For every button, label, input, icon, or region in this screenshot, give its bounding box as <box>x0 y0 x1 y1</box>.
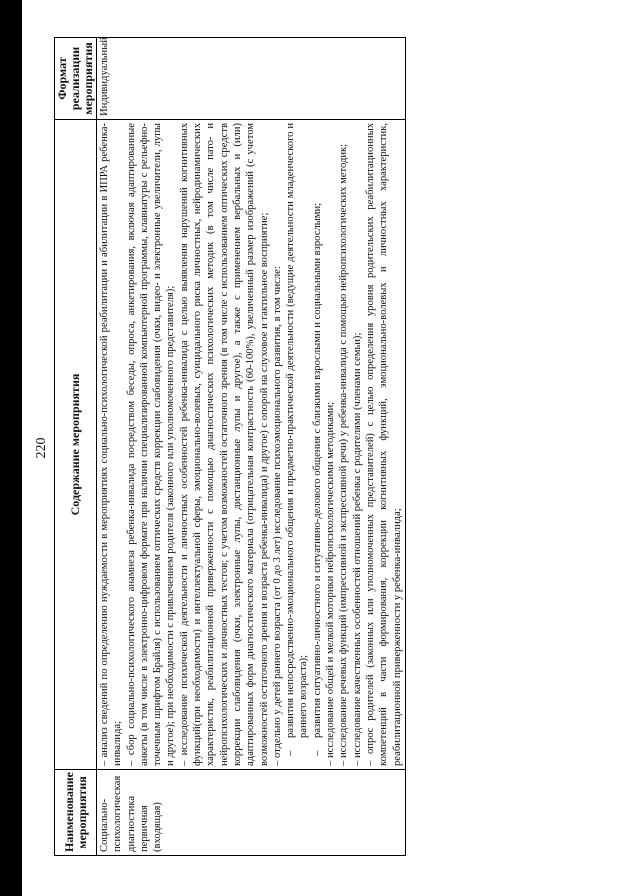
table-header-row <box>55 38 97 856</box>
content-sublist <box>284 123 324 766</box>
content-item: – исследование речевых функций (импрессивной и экспрессивной речи) у ребенка-инвалида с помощью нейропсихологических методик; <box>338 143 350 766</box>
scan-border <box>0 0 22 896</box>
header-name: Наименование мероприятия <box>55 770 97 856</box>
content-item: – исследование общей и мелкой моторики нейропсихологическими методиками; <box>325 401 337 766</box>
activity-format: Индивидуальный <box>97 38 406 120</box>
content-item: – исследование качественных особенностей отношений ребенка с родителями (членами семьи); <box>351 332 363 766</box>
activity-content <box>97 120 406 770</box>
content-item: – сбор социально-психологического анамнеза ребенка-инвалида посредством беседы, опроса, анкетирования, включая адаптированные анкеты (в том числе в электронно-цифровом формате при наличии специализированной компьютерной программы, клавиатуры с рельефно-точечным шрифтом Брайля) с использованием оптических средств коррекции слабовидения (очки, видео- и электронные увеличители, лупы и другое); при необходимости с привлечением родителя (законного или уполномоченного представителя); <box>125 123 177 766</box>
header-content: Содержание мероприятия <box>55 120 97 770</box>
rotated-page <box>30 20 640 876</box>
content-item: – исследование психической деятельности и личностных особенностей ребенка-инвалида с целью выявления нарушений когнитивных функций(при необходимости) и интеллектуальной сферы, эмоционально-волевых, суицидального риска личностных, нейродинамических характеристик, реабилитационной приверженности с помощью диагностических психологических методик (в том числе пато- и нейропсихологических и личностных тестов; с учетом возможностей остаточного зрения (в том числе с использованием оптических средств коррекции слабовидения (очки, электронные лупы, дистанционные лупы и другое), а также с применением вербальных и (или) адаптированных форм диагностического материала (отрицательная контрастность (60-100%), увеличенный размер изображений (с учетом возможностей остаточного зрения и возраста ребенка-инвалида) и другое) с опорой на слуховое и тактильное восприятие; <box>178 123 270 766</box>
content-subitem: – развития непосредственно-эмоционального общения и предметно-практической деятельности (ведущие деятельности младенческого и раннего возраста); <box>284 123 311 738</box>
page-number: 220 <box>34 437 49 459</box>
content-item: – опрос родителей (законных или уполномоченных представителей) с целью определения уровня родительских реабилитационных компетенций в части формирования, коррекции когнитивных функций, эмоционально-волевых и личностных характеристик, реабилитационной приверженности у ребенка-инвалида; <box>364 123 403 766</box>
content-item: – отдельно у детей раннего возраста (от 0 до 3 лет) исследование психоэмоционального развития, в том числе: <box>271 266 283 766</box>
activity-name: Социально-психологическая диагностика первичная (входящая) <box>97 770 406 856</box>
header-format: Формат реализации мероприятия <box>55 38 97 120</box>
table-row <box>97 38 406 856</box>
content-subitem: – развития ситуативно-личностного и ситуативно-делового общения с близкими взрослыми и социальными взрослыми; <box>311 123 324 738</box>
content-item: – анализ сведений по определению нуждаемости в мероприятиях социально-психологической реабилитации и абилитации в ИПРА ребенка-инвалида; <box>99 123 124 766</box>
activities-table <box>54 37 406 856</box>
